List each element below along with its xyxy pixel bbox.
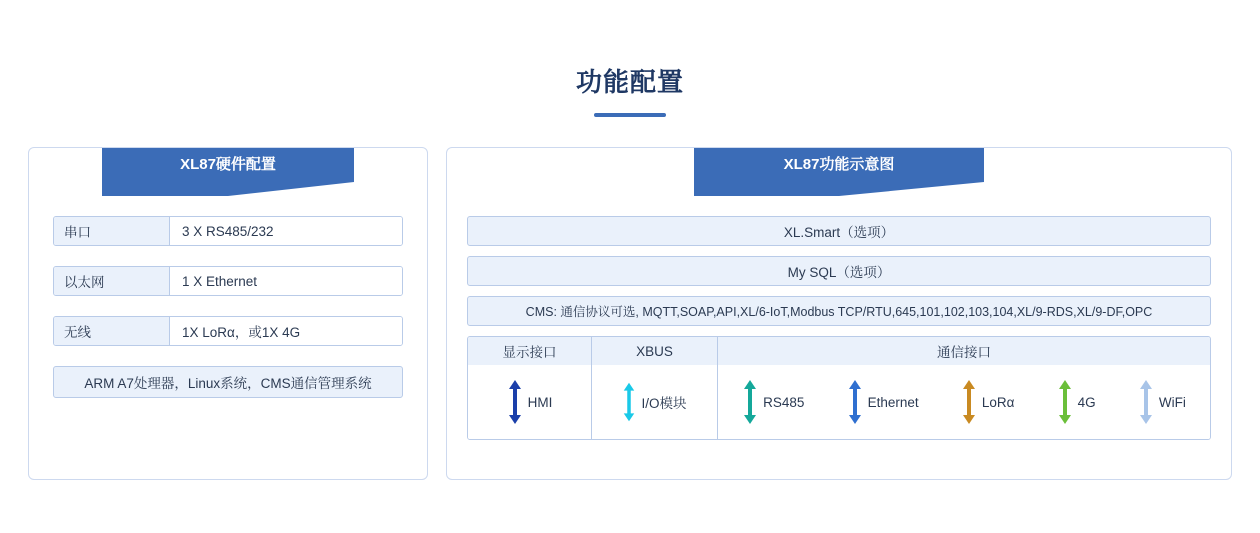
function-diagram-panel: [446, 147, 1232, 480]
row-value: 1X LoRα，或1X 4G: [170, 317, 402, 345]
list-item: [1057, 380, 1096, 424]
function-diagram-header: XL87功能示意图: [694, 148, 984, 182]
row-key: 以太网: [54, 267, 170, 295]
panels-container: [0, 117, 1260, 480]
double-arrow-icon: [847, 380, 863, 424]
table-row: [53, 316, 403, 346]
row-value: 3 X RS485/232: [170, 217, 402, 245]
list-item: [622, 380, 686, 424]
double-arrow-icon: [507, 380, 523, 424]
cell-display-interface: [468, 365, 592, 439]
item-label: I/O模块: [641, 396, 687, 411]
list-item: [847, 380, 919, 424]
list-item: [507, 380, 553, 424]
item-label: 4G: [1077, 394, 1096, 410]
double-arrow-icon: [961, 380, 977, 424]
double-arrow-icon: [1057, 380, 1073, 424]
table-row: [53, 216, 403, 246]
hardware-config-panel: [28, 147, 428, 480]
layer-cms-protocols: CMS: 通信协议可选, MQTT,SOAP,API,XL/6-IoT,Modbus TCP/RTU,645,101,102,103,104,XL/9-RDS,XL/9-DF,OPC: [467, 296, 1211, 326]
item-label: Ethernet: [867, 394, 919, 410]
cell-xbus: [592, 365, 718, 439]
interface-table: [467, 336, 1211, 440]
list-item: [961, 380, 1015, 424]
column-header-comm: 通信接口: [937, 345, 991, 360]
page-title: 功能配置: [575, 67, 684, 97]
layer-xlsmart: XL.Smart（选项）: [467, 216, 1211, 246]
interface-table-body: [468, 365, 1210, 439]
cell-communication-interface: [718, 365, 1210, 439]
list-item: [1138, 380, 1186, 424]
double-arrow-icon: [622, 380, 636, 424]
layer-mysql: My SQL（选项）: [467, 256, 1211, 286]
function-stack: [447, 182, 1231, 440]
hardware-config-header: XL87硬件配置: [102, 148, 354, 182]
column-header-xbus: XBUS: [592, 337, 718, 365]
item-label: LoRα: [981, 394, 1015, 410]
hardware-platform-note: ARM A7处理器，Linux系统，CMS通信管理系统: [53, 366, 403, 398]
column-header-display: 显示接口: [468, 337, 592, 365]
row-key: 无线: [54, 317, 170, 345]
item-label: HMI: [527, 394, 553, 410]
double-arrow-icon: [742, 380, 758, 424]
table-row: [53, 266, 403, 296]
hardware-config-rows: [29, 182, 427, 398]
row-value: 1 X Ethernet: [170, 267, 402, 295]
interface-table-header: [468, 337, 1210, 365]
item-label: WiFi: [1158, 394, 1186, 410]
item-label: RS485: [763, 394, 805, 410]
page-header: [0, 0, 1260, 117]
double-arrow-icon: [1138, 380, 1154, 424]
list-item: [742, 380, 804, 424]
row-key: 串口: [54, 217, 170, 245]
